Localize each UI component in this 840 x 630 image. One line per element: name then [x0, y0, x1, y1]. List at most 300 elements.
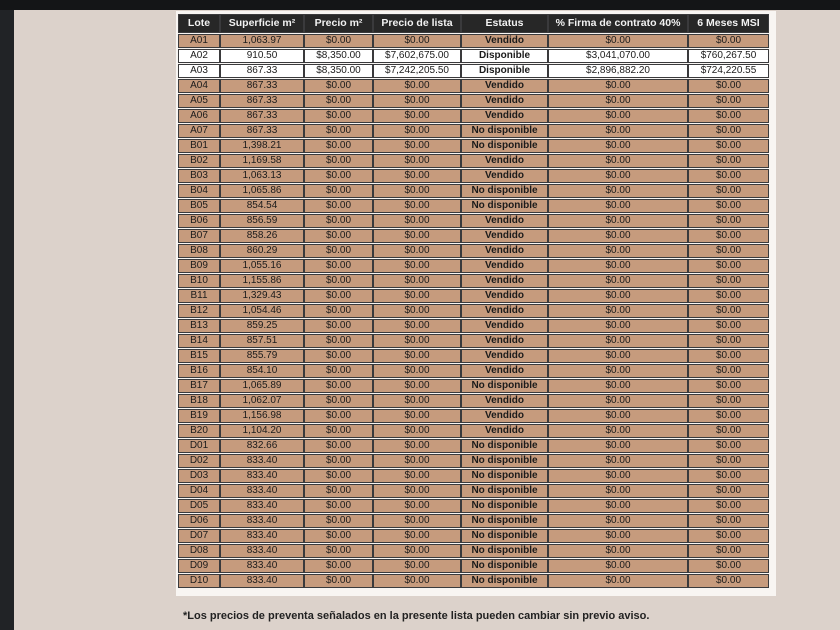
cell: $0.00	[688, 214, 769, 228]
table-row-B04	[178, 184, 769, 198]
cell: $0.00	[688, 574, 769, 588]
cell: No disponible	[461, 139, 548, 153]
table-row-D09	[178, 559, 769, 573]
cell: Disponible	[461, 49, 548, 63]
cell: $0.00	[688, 439, 769, 453]
column-header-5: Estatus	[461, 14, 548, 33]
cell: Vendido	[461, 394, 548, 408]
cell: $0.00	[373, 154, 461, 168]
cell: $0.00	[548, 394, 688, 408]
cell: 1,329.43	[220, 289, 304, 303]
cell: $0.00	[304, 229, 373, 243]
cell: D09	[178, 559, 220, 573]
cell: $0.00	[304, 184, 373, 198]
cell: $0.00	[548, 229, 688, 243]
cell: D06	[178, 514, 220, 528]
table-row-B02	[178, 154, 769, 168]
cell: $0.00	[373, 34, 461, 48]
cell: $0.00	[373, 94, 461, 108]
cell: $2,896,882.20	[548, 64, 688, 78]
cell: $0.00	[373, 364, 461, 378]
cell: $0.00	[373, 274, 461, 288]
cell: B03	[178, 169, 220, 183]
cell: Vendido	[461, 349, 548, 363]
cell: $0.00	[548, 319, 688, 333]
cell: Vendido	[461, 319, 548, 333]
cell: $0.00	[304, 124, 373, 138]
cell: 1,063.97	[220, 34, 304, 48]
cell: $0.00	[548, 334, 688, 348]
table-row-B11	[178, 289, 769, 303]
cell: D07	[178, 529, 220, 543]
cell: $0.00	[373, 109, 461, 123]
cell: $0.00	[373, 529, 461, 543]
cell: $0.00	[304, 289, 373, 303]
cell: Vendido	[461, 79, 548, 93]
cell: 1,155.86	[220, 274, 304, 288]
cell: $0.00	[304, 484, 373, 498]
cell: $0.00	[304, 79, 373, 93]
cell: $0.00	[304, 319, 373, 333]
cell: $0.00	[304, 214, 373, 228]
cell: B06	[178, 214, 220, 228]
cell: $0.00	[373, 424, 461, 438]
cell: $0.00	[373, 409, 461, 423]
cell: $0.00	[688, 454, 769, 468]
cell: $0.00	[304, 469, 373, 483]
table-row-B07	[178, 229, 769, 243]
cell: B10	[178, 274, 220, 288]
cell: $0.00	[304, 169, 373, 183]
cell: $0.00	[548, 199, 688, 213]
cell: $0.00	[548, 349, 688, 363]
cell: D01	[178, 439, 220, 453]
cell: 833.40	[220, 559, 304, 573]
cell: 867.33	[220, 64, 304, 78]
cell: $0.00	[373, 394, 461, 408]
cell: 833.40	[220, 514, 304, 528]
cell: $724,220.55	[688, 64, 769, 78]
cell: $0.00	[688, 409, 769, 423]
cell: $0.00	[373, 184, 461, 198]
cell: $0.00	[373, 379, 461, 393]
cell: A02	[178, 49, 220, 63]
cell: $0.00	[548, 289, 688, 303]
cell: Vendido	[461, 409, 548, 423]
cell: Vendido	[461, 289, 548, 303]
cell: $0.00	[373, 499, 461, 513]
cell: Vendido	[461, 154, 548, 168]
cell: $0.00	[688, 319, 769, 333]
cell: $0.00	[373, 139, 461, 153]
table-row-A02	[178, 49, 769, 63]
cell: $0.00	[548, 244, 688, 258]
table-row-B16	[178, 364, 769, 378]
cell: D03	[178, 469, 220, 483]
table-row-B05	[178, 199, 769, 213]
cell: B20	[178, 424, 220, 438]
cell: $0.00	[688, 154, 769, 168]
table-row-D08	[178, 544, 769, 558]
cell: B05	[178, 199, 220, 213]
cell: Vendido	[461, 259, 548, 273]
cell: $0.00	[304, 304, 373, 318]
cell: $0.00	[688, 514, 769, 528]
cell: B01	[178, 139, 220, 153]
cell: $0.00	[304, 454, 373, 468]
table-row-D10	[178, 574, 769, 588]
cell: B13	[178, 319, 220, 333]
cell: $0.00	[304, 409, 373, 423]
cell: $0.00	[548, 214, 688, 228]
cell: 867.33	[220, 94, 304, 108]
table-row-D04	[178, 484, 769, 498]
cell: No disponible	[461, 379, 548, 393]
cell: $0.00	[304, 544, 373, 558]
cell: $0.00	[688, 364, 769, 378]
column-header-6: % Firma de contrato 40%	[548, 14, 688, 33]
cell: $0.00	[548, 574, 688, 588]
cell: $0.00	[373, 199, 461, 213]
cell: $0.00	[304, 514, 373, 528]
table-row-B18	[178, 394, 769, 408]
cell: $0.00	[688, 289, 769, 303]
table-row-B15	[178, 349, 769, 363]
cell: B19	[178, 409, 220, 423]
cell: $0.00	[548, 529, 688, 543]
cell: $0.00	[373, 214, 461, 228]
cell: $0.00	[373, 439, 461, 453]
cell: B07	[178, 229, 220, 243]
cell: $0.00	[304, 529, 373, 543]
cell: $0.00	[688, 499, 769, 513]
cell: $0.00	[548, 94, 688, 108]
table-row-A04	[178, 79, 769, 93]
table-row-B20	[178, 424, 769, 438]
cell: $3,041,070.00	[548, 49, 688, 63]
cell: No disponible	[461, 439, 548, 453]
cell: $0.00	[688, 394, 769, 408]
cell: $0.00	[688, 379, 769, 393]
cell: $0.00	[304, 94, 373, 108]
cell: B14	[178, 334, 220, 348]
cell: $0.00	[548, 364, 688, 378]
cell: $0.00	[304, 499, 373, 513]
cell: 1,065.89	[220, 379, 304, 393]
cell: 1,055.16	[220, 259, 304, 273]
cell: No disponible	[461, 124, 548, 138]
cell: 856.59	[220, 214, 304, 228]
table-row-B17	[178, 379, 769, 393]
cell: A05	[178, 94, 220, 108]
cell: B11	[178, 289, 220, 303]
cell: B08	[178, 244, 220, 258]
cell: B16	[178, 364, 220, 378]
cell: 854.10	[220, 364, 304, 378]
cell: $0.00	[304, 349, 373, 363]
cell: $0.00	[304, 109, 373, 123]
cell: 832.66	[220, 439, 304, 453]
cell: $0.00	[548, 259, 688, 273]
cell: $0.00	[304, 574, 373, 588]
footer-disclaimer: *Los precios de preventa señalados en la presente lista pueden cambiar sin previo aviso.	[183, 610, 650, 622]
cell: $0.00	[373, 484, 461, 498]
column-header-3: Precio m²	[304, 14, 373, 33]
cell: No disponible	[461, 529, 548, 543]
table-row-B03	[178, 169, 769, 183]
cell: $0.00	[304, 439, 373, 453]
cell: $0.00	[688, 34, 769, 48]
cell: $0.00	[373, 79, 461, 93]
cell: 910.50	[220, 49, 304, 63]
cell: $0.00	[373, 514, 461, 528]
cell: $0.00	[373, 349, 461, 363]
cell: No disponible	[461, 184, 548, 198]
cell: $7,242,205.50	[373, 64, 461, 78]
cell: $0.00	[688, 469, 769, 483]
column-header-7: 6 Meses MSI	[688, 14, 769, 33]
cell: B17	[178, 379, 220, 393]
cell: Vendido	[461, 94, 548, 108]
cell: A03	[178, 64, 220, 78]
cell: $0.00	[373, 169, 461, 183]
column-header-1: Lote	[178, 14, 220, 33]
cell: 867.33	[220, 79, 304, 93]
cell: $0.00	[548, 154, 688, 168]
cell: $760,267.50	[688, 49, 769, 63]
cell: B12	[178, 304, 220, 318]
cell: $0.00	[688, 169, 769, 183]
table-row-B13	[178, 319, 769, 333]
cell: 1,169.58	[220, 154, 304, 168]
cell: 858.26	[220, 229, 304, 243]
table-row-B19	[178, 409, 769, 423]
table-row-A07	[178, 124, 769, 138]
cell: 867.33	[220, 124, 304, 138]
cell: $0.00	[373, 304, 461, 318]
cell: 1,063.13	[220, 169, 304, 183]
cell: $0.00	[373, 229, 461, 243]
cell: $0.00	[304, 364, 373, 378]
cell: 833.40	[220, 499, 304, 513]
cell: Vendido	[461, 244, 548, 258]
cell: Vendido	[461, 424, 548, 438]
cell: B09	[178, 259, 220, 273]
cell: $0.00	[548, 499, 688, 513]
cell: $0.00	[548, 544, 688, 558]
cell: $0.00	[548, 559, 688, 573]
cell: A04	[178, 79, 220, 93]
cell: $0.00	[373, 454, 461, 468]
cell: A07	[178, 124, 220, 138]
cell: $0.00	[304, 394, 373, 408]
cell: No disponible	[461, 544, 548, 558]
column-header-2: Superficie m²	[220, 14, 304, 33]
cell: $0.00	[373, 544, 461, 558]
cell: $0.00	[688, 79, 769, 93]
cell: 857.51	[220, 334, 304, 348]
cell: $0.00	[688, 109, 769, 123]
cell: $0.00	[548, 184, 688, 198]
cell: 833.40	[220, 529, 304, 543]
table-row-B09	[178, 259, 769, 273]
table-row-D05	[178, 499, 769, 513]
cell: $0.00	[688, 334, 769, 348]
cell: $0.00	[304, 424, 373, 438]
cell: $0.00	[548, 424, 688, 438]
table-row-D03	[178, 469, 769, 483]
cell: 1,062.07	[220, 394, 304, 408]
cell: Vendido	[461, 364, 548, 378]
cell: $0.00	[304, 139, 373, 153]
table-row-D06	[178, 514, 769, 528]
cell: Vendido	[461, 169, 548, 183]
cell: $0.00	[373, 574, 461, 588]
cell: $0.00	[548, 79, 688, 93]
table-row-A01	[178, 34, 769, 48]
cell: D04	[178, 484, 220, 498]
cell: Vendido	[461, 214, 548, 228]
cell: $0.00	[548, 124, 688, 138]
cell: 1,054.46	[220, 304, 304, 318]
cell: $0.00	[688, 184, 769, 198]
table-row-D07	[178, 529, 769, 543]
cell: 1,398.21	[220, 139, 304, 153]
cell: $0.00	[688, 94, 769, 108]
cell: $0.00	[304, 379, 373, 393]
cell: 860.29	[220, 244, 304, 258]
cell: Vendido	[461, 274, 548, 288]
cell: Vendido	[461, 109, 548, 123]
cell: $0.00	[304, 274, 373, 288]
cell: $0.00	[548, 484, 688, 498]
cell: $0.00	[548, 454, 688, 468]
table-panel	[176, 11, 776, 596]
table-row-A03	[178, 64, 769, 78]
cell: 867.33	[220, 109, 304, 123]
cell: Vendido	[461, 229, 548, 243]
cell: B04	[178, 184, 220, 198]
cell: $0.00	[688, 304, 769, 318]
cell: 859.25	[220, 319, 304, 333]
cell: Vendido	[461, 34, 548, 48]
cell: $0.00	[373, 469, 461, 483]
table-row-B12	[178, 304, 769, 318]
cell: 1,065.86	[220, 184, 304, 198]
cell: $0.00	[688, 349, 769, 363]
cell: $0.00	[688, 199, 769, 213]
cell: $0.00	[688, 424, 769, 438]
table-row-A05	[178, 94, 769, 108]
cell: $0.00	[548, 514, 688, 528]
cell: $0.00	[548, 34, 688, 48]
cell: $0.00	[373, 244, 461, 258]
table-row-B06	[178, 214, 769, 228]
cell: $0.00	[304, 259, 373, 273]
cell: $0.00	[688, 559, 769, 573]
cell: $0.00	[688, 124, 769, 138]
cell: $0.00	[373, 334, 461, 348]
cell: $0.00	[304, 34, 373, 48]
cell: B18	[178, 394, 220, 408]
table-row-B01	[178, 139, 769, 153]
cell: No disponible	[461, 499, 548, 513]
cell: $8,350.00	[304, 64, 373, 78]
cell: 833.40	[220, 469, 304, 483]
cell: $0.00	[304, 334, 373, 348]
cell: $0.00	[304, 199, 373, 213]
cell: 855.79	[220, 349, 304, 363]
cell: $0.00	[373, 319, 461, 333]
cell: $0.00	[304, 244, 373, 258]
header-row	[178, 14, 769, 33]
cell: 833.40	[220, 574, 304, 588]
table-row-B14	[178, 334, 769, 348]
table-row-B10	[178, 274, 769, 288]
table-body	[178, 34, 769, 588]
table-row-B08	[178, 244, 769, 258]
cell: $0.00	[548, 409, 688, 423]
cell: Vendido	[461, 304, 548, 318]
cell: 833.40	[220, 484, 304, 498]
cell: No disponible	[461, 454, 548, 468]
cell: $0.00	[548, 109, 688, 123]
cell: $0.00	[548, 469, 688, 483]
cell: Vendido	[461, 334, 548, 348]
cell: $0.00	[688, 274, 769, 288]
cell: $0.00	[373, 289, 461, 303]
cell: A06	[178, 109, 220, 123]
cell: $0.00	[688, 529, 769, 543]
table-header	[178, 14, 769, 33]
cell: No disponible	[461, 484, 548, 498]
cell: $0.00	[304, 559, 373, 573]
window-left-bar	[0, 10, 14, 630]
cell: $0.00	[548, 379, 688, 393]
cell: D10	[178, 574, 220, 588]
cell: $0.00	[373, 259, 461, 273]
price-list-table	[178, 13, 769, 589]
cell: 854.54	[220, 199, 304, 213]
cell: 833.40	[220, 454, 304, 468]
table-row-D01	[178, 439, 769, 453]
cell: D02	[178, 454, 220, 468]
table-row-D02	[178, 454, 769, 468]
cell: $0.00	[548, 304, 688, 318]
cell: A01	[178, 34, 220, 48]
cell: 1,156.98	[220, 409, 304, 423]
cell: B15	[178, 349, 220, 363]
cell: $0.00	[688, 484, 769, 498]
cell: B02	[178, 154, 220, 168]
cell: No disponible	[461, 574, 548, 588]
cell: $0.00	[688, 229, 769, 243]
cell: $0.00	[688, 139, 769, 153]
cell: $0.00	[548, 439, 688, 453]
cell: $0.00	[373, 559, 461, 573]
page-background	[14, 10, 840, 630]
cell: No disponible	[461, 199, 548, 213]
table-row-A06	[178, 109, 769, 123]
column-header-4: Precio de lista	[373, 14, 461, 33]
cell: $0.00	[304, 154, 373, 168]
cell: $0.00	[688, 244, 769, 258]
cell: $8,350.00	[304, 49, 373, 63]
cell: $0.00	[373, 124, 461, 138]
cell: No disponible	[461, 559, 548, 573]
cell: D08	[178, 544, 220, 558]
cell: $0.00	[548, 274, 688, 288]
